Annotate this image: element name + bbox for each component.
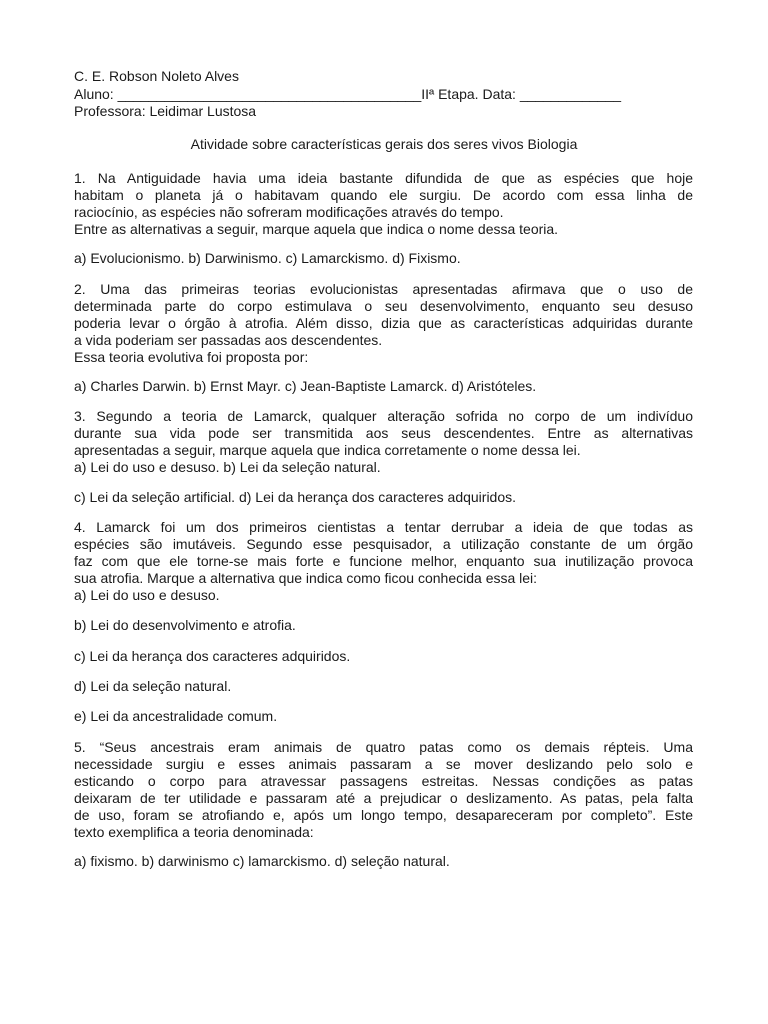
question-1-line: 1. Na Antiguidade havia uma ideia bastante difundida de que as espécies que hoje — [74, 170, 693, 186]
question-5 — [74, 739, 693, 841]
question-3-line: durante sua vida pode ser transmitida aos seus descendentes. Entre as alternativas — [74, 425, 693, 441]
question-1-line: Entre as alternativas a seguir, marque aquela que indica o nome dessa teoria. — [74, 221, 559, 237]
school-name: C. E. Robson Noleto Alves — [74, 68, 239, 84]
question-3-line: a) Lei do uso e desuso. b) Lei da seleção natural. — [74, 459, 381, 475]
question-2 — [74, 281, 693, 366]
question-4-option-c: c) Lei da herança dos caracteres adquiridos. — [74, 648, 351, 664]
question-5-line: de uso, foram se atrofiando e, após um longo tempo, desapareceram por completo”. Este — [74, 807, 693, 823]
question-3-options: c) Lei da seleção artificial. d) Lei da herança dos caracteres adquiridos. — [74, 489, 517, 505]
question-3 — [74, 408, 693, 476]
question-4-line: espécies são imutáveis. Segundo esse pesquisador, a utilização constante de um órgão — [74, 536, 693, 552]
question-4-option-e: e) Lei da ancestralidade comum. — [74, 708, 278, 724]
question-5-line: esticando o corpo para atravessar passagens estreitas. Nessas condições as patas — [74, 773, 693, 789]
question-1-line: raciocínio, as espécies não sofreram modificações através do tempo. — [74, 204, 504, 220]
teacher-name: Professora: Leidimar Lustosa — [74, 103, 257, 119]
question-2-line: Essa teoria evolutiva foi proposta por: — [74, 349, 309, 365]
question-4-line: a) Lei do uso e desuso. — [74, 587, 220, 603]
question-3-line: 3. Segundo a teoria de Lamarck, qualquer alteração sofrida no corpo de um indivíduo — [74, 408, 693, 424]
question-4-option-d: d) Lei da seleção natural. — [74, 678, 232, 694]
question-4 — [74, 519, 693, 604]
question-5-line: deixaram de ter utilidade e passaram até a prejudicar o deslizamento. As patas, pela falta — [74, 790, 693, 806]
question-2-line: determinada parte do corpo estimulava o seu desenvolvimento, enquanto seu desuso — [74, 298, 693, 314]
question-1-line: habitam o planeta já o habitavam quando ele surgiu. De acordo com essa linha de — [74, 187, 693, 203]
question-5-line: texto exemplifica a teoria denominada: — [74, 824, 314, 840]
question-1-options: a) Evolucionismo. b) Darwinismo. c) Lamarckismo. d) Fixismo. — [74, 250, 461, 266]
question-3-line: apresentadas a seguir, marque aquela que indica corretamente o nome dessa lei. — [74, 442, 581, 458]
question-4-option-b: b) Lei do desenvolvimento e atrofia. — [74, 617, 296, 633]
question-2-options: a) Charles Darwin. b) Ernst Mayr. c) Jean-Baptiste Lamarck. d) Aristóteles. — [74, 378, 537, 394]
question-5-line: necessidade surgiu e esses animais passaram a se mover deslizando pelo solo e — [74, 756, 693, 772]
question-5-line: 5. “Seus ancestrais eram animais de quatro patas como os demais répteis. Uma — [74, 739, 693, 755]
question-2-line: 2. Uma das primeiras teorias evolucionistas apresentadas afirmava que o uso de — [74, 281, 693, 297]
question-4-line: sua atrofia. Marque a alternativa que indica como ficou conhecida essa lei: — [74, 570, 538, 586]
question-5-options: a) fixismo. b) darwinismo c) lamarckismo. d) seleção natural. — [74, 853, 450, 869]
question-4-line: 4. Lamarck foi um dos primeiros cientistas a tentar derrubar a ideia de que todas as — [74, 519, 693, 535]
activity-title: Atividade sobre características gerais dos seres vivos Biologia — [190, 136, 578, 152]
question-4-line: faz com que ele torne-se mais forte e funcione melhor, enquanto sua inutilização provoca — [74, 553, 693, 569]
question-1 — [74, 170, 693, 238]
question-2-line: poderia levar o órgão à atrofia. Além disso, dizia que as características adquiridas durante — [74, 315, 693, 331]
question-2-line: a vida poderiam ser passadas aos descendentes. — [74, 332, 383, 348]
student-date-line: Aluno: _______________________________________IIª Etapa. Data: _____________ — [74, 86, 622, 102]
